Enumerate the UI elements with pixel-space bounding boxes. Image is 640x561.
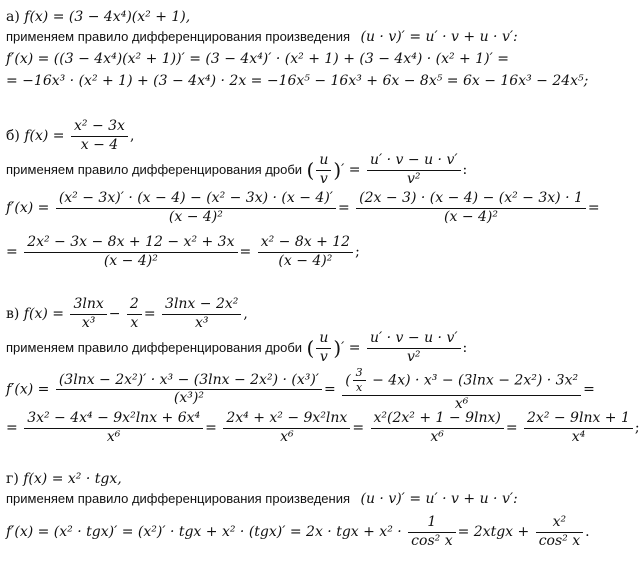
part-a-d1: f′(x) = ((3 − 4x⁴)(x² + 1))′ = (3 − 4x⁴)′ · (x² + 1) + (3 − 4x⁴) · (x² + 1)′ = bbox=[6, 51, 509, 67]
part-d-derivative bbox=[6, 514, 590, 550]
part-b-d2-frac1 bbox=[24, 234, 237, 270]
part-c-d1-frac2 bbox=[342, 366, 581, 413]
part-b-rule-uv bbox=[316, 152, 331, 188]
part-d-d1-b: = 2xtgx + bbox=[457, 524, 530, 540]
part-b-rule-text: применяем правило дифференцирования дроби bbox=[6, 162, 303, 177]
part-c-rule-den: v² bbox=[367, 348, 461, 367]
part-c-rule-uv bbox=[316, 330, 331, 366]
part-b-d1-end: = bbox=[587, 200, 600, 216]
part-c-d1-eq: = bbox=[324, 381, 336, 398]
part-b-derivative-line2 bbox=[6, 234, 360, 270]
part-b-rule-end: : bbox=[462, 162, 468, 178]
part-c-rule-end: : bbox=[462, 340, 468, 356]
part-c-rule-text: применяем правило дифференцирования дроби bbox=[6, 340, 303, 355]
part-a-rule-text: применяем правило дифференцирования произведения bbox=[6, 29, 351, 44]
part-b-label: б) bbox=[6, 128, 20, 144]
part-c-d2-eq3: = bbox=[505, 420, 518, 436]
part-b-d1-frac2 bbox=[356, 190, 586, 226]
part-d-d1-n1: 1 bbox=[427, 514, 437, 530]
part-c-d1-lhs: f′(x) = bbox=[6, 381, 50, 398]
part-c-d2-eq2: = bbox=[352, 420, 365, 436]
part-d-d1-end: . bbox=[585, 524, 590, 540]
part-b-d2-d2: (x − 4)² bbox=[258, 252, 353, 271]
part-b-derivative-line1 bbox=[6, 190, 600, 226]
part-c-d2-d1: x⁶ bbox=[24, 428, 203, 447]
part-b-d1-n2: (2x − 3) · (x − 4) − (x² − 3x) · 1 bbox=[359, 190, 583, 206]
part-c-d2-n1: 3x² − 4x⁴ − 9x²lnx + 6x⁴ bbox=[27, 410, 201, 426]
part-c-fx-d3: x³ bbox=[162, 314, 241, 333]
part-d-d1-d1: cos² x bbox=[408, 532, 455, 551]
part-c-d1-d2: x⁶ bbox=[342, 395, 581, 414]
part-b-d2-eq: = bbox=[239, 244, 252, 260]
part-b-fx-num: x² − 3x bbox=[73, 118, 125, 134]
part-c-rule-u: u bbox=[319, 330, 329, 346]
part-c-d1-n2-inner-num: 3 bbox=[355, 366, 363, 379]
part-c-d2-frac1 bbox=[24, 410, 203, 446]
part-d-fx: f(x) = x² · tgx, bbox=[23, 471, 122, 487]
part-c-d2-frac3 bbox=[371, 410, 504, 446]
part-c-fx-end: , bbox=[243, 306, 248, 322]
part-c-d2-n2: 2x⁴ + x² − 9x²lnx bbox=[226, 410, 348, 426]
part-c-d1-n1: (3lnx − 2x²)′ · x³ − (3lnx − 2x²) · (x³)′ bbox=[58, 371, 319, 388]
part-b-d1-d1: (x − 4)² bbox=[56, 208, 336, 227]
part-c-d2-d4: x⁴ bbox=[524, 428, 633, 447]
part-c-d2-lhs: = bbox=[6, 420, 18, 436]
part-c-d1-n2-open: ( bbox=[345, 372, 351, 389]
part-a-label: а) bbox=[6, 9, 20, 25]
part-c-d1-n2 bbox=[342, 366, 581, 395]
part-b-fx-end: , bbox=[129, 128, 135, 144]
part-c-fx-frac2 bbox=[127, 296, 142, 332]
part-c-d2-end: ; bbox=[634, 420, 640, 436]
part-c-d2-frac4 bbox=[524, 410, 633, 446]
part-b-d1-n1: (x² − 3x)′ · (x − 4) − (x² − 3x) · (x − 4)′ bbox=[58, 190, 333, 206]
part-c-fx-n1: 3lnx bbox=[73, 296, 104, 312]
part-c-rule-num: u′ · v − u · v′ bbox=[369, 330, 458, 346]
part-c-d2-d2: x⁶ bbox=[223, 428, 350, 447]
part-c-d2-d3: x⁶ bbox=[371, 428, 504, 447]
part-d-d1-frac2 bbox=[536, 514, 583, 550]
part-c-d1-frac1 bbox=[56, 372, 322, 408]
part-c-fx-frac1 bbox=[70, 296, 106, 332]
part-c-fx-frac3 bbox=[162, 296, 241, 332]
part-a-fx: f(x) = (3 − 4x⁴)(x² + 1), bbox=[24, 9, 191, 25]
part-d-d1-frac1 bbox=[408, 514, 455, 550]
part-c-fx-eq: = bbox=[143, 306, 156, 322]
part-c-rule-fraction bbox=[367, 330, 461, 366]
part-c-rule-v: v bbox=[316, 348, 331, 367]
part-c-fx-n3: 3lnx − 2x² bbox=[165, 296, 239, 312]
part-a-rule bbox=[6, 30, 518, 44]
part-c-d1-d1: (x³)² bbox=[56, 389, 322, 408]
part-d-function bbox=[6, 472, 122, 486]
part-c-rule-eq: ′ = bbox=[341, 340, 361, 356]
part-b-d2-frac2 bbox=[258, 234, 353, 270]
part-b-d2-d1: (x − 4)² bbox=[24, 252, 237, 271]
part-d-rule-text: применяем правило дифференцирования произведения bbox=[6, 491, 351, 506]
part-b-d1-eq: = bbox=[337, 200, 350, 216]
part-c-d2-eq1: = bbox=[205, 420, 217, 436]
part-b-rule-fraction bbox=[367, 152, 461, 188]
part-d-d1-n2: x² bbox=[552, 514, 567, 530]
part-b-rule-den: v² bbox=[367, 170, 461, 189]
part-c-fx-n2: 2 bbox=[129, 296, 139, 312]
part-a-rule-formula: (u · v)′ = u′ · v + u · v′: bbox=[360, 29, 518, 45]
part-b-rule-u: u bbox=[319, 152, 329, 168]
part-c-rule: применяем правило дифференцирования дроби ( $\frac{u}{v}$ )′ = $\frac{u' \cdot v - u \cdot v'}{\text{v²}}$ : bbox=[6, 330, 468, 365]
part-c-d2-n3: x²(2x² + 1 − 9lnx) bbox=[373, 410, 501, 426]
part-b-rule-num: u′ · v − u · v′ bbox=[369, 152, 458, 168]
part-d-label: г) bbox=[6, 471, 19, 487]
part-c-fx-lhs: f(x) = bbox=[23, 306, 64, 322]
part-c-function bbox=[6, 296, 248, 332]
part-b-d1-d2: (x − 4)² bbox=[356, 208, 586, 227]
part-c-fx-d2: x bbox=[127, 314, 142, 333]
part-c-d2-n4: 2x² − 9lnx + 1 bbox=[527, 410, 630, 426]
part-b-fx-fraction bbox=[71, 118, 128, 154]
part-d-rule-formula: (u · v)′ = u′ · v + u · v′: bbox=[360, 491, 518, 507]
part-a-derivative-line2 bbox=[6, 74, 588, 88]
part-c-label: в) bbox=[6, 306, 20, 322]
part-c-d1-n2-rest: − 4x) · x³ − (3lnx − 2x²) · 3x² bbox=[367, 372, 579, 389]
part-c-d2-frac2 bbox=[223, 410, 350, 446]
part-d-rule bbox=[6, 492, 518, 506]
part-b-function bbox=[6, 118, 134, 154]
part-a-derivative-line1 bbox=[6, 52, 509, 66]
part-b-rule-eq: ′ = bbox=[341, 162, 361, 178]
part-d-d1-d2: cos² x bbox=[536, 532, 583, 551]
part-c-d1-end: = bbox=[583, 381, 595, 398]
part-c-derivative-line2 bbox=[6, 410, 640, 446]
part-d-d1-a: f′(x) = (x² · tgx)′ = (x²)′ · tgx + x² · (tgx)′ = 2x · tgx + x² · bbox=[6, 524, 402, 540]
part-b-fx-den: x − 4 bbox=[71, 136, 128, 155]
part-c-d1-n2-inner-den: x bbox=[353, 380, 366, 395]
part-c-derivative-line1 bbox=[6, 366, 595, 413]
part-c-fx-minus: − bbox=[108, 306, 121, 322]
part-b-d2-n1: 2x² − 3x − 8x + 12 − x² + 3x bbox=[27, 234, 235, 250]
part-a-d2: = −16x³ · (x² + 1) + (3 − 4x⁴) · 2x = −16x⁵ − 16x³ + 6x − 8x⁵ = 6x − 16x³ − 24x⁵; bbox=[6, 73, 589, 89]
part-b-rule: применяем правило дифференцирования дроби ( $\frac{u}{v}$ )′ = $\frac{u' \cdot v - u \cdot v'}{\text{v²}}$ : bbox=[6, 152, 468, 187]
part-b-d2-n2: x² − 8x + 12 bbox=[260, 234, 351, 250]
part-b-fx-lhs: f(x) = bbox=[24, 128, 65, 144]
part-a-function bbox=[6, 10, 190, 24]
part-b-d2-lhs: = bbox=[6, 244, 18, 260]
part-b-d1-lhs: f′(x) = bbox=[6, 200, 50, 216]
part-c-fx-d1: x³ bbox=[70, 314, 106, 333]
part-c-d1-n2-inner-frac bbox=[353, 366, 366, 395]
part-b-d2-end: ; bbox=[355, 244, 360, 260]
part-b-d1-frac1 bbox=[56, 190, 336, 226]
part-b-rule-v: v bbox=[316, 170, 331, 189]
